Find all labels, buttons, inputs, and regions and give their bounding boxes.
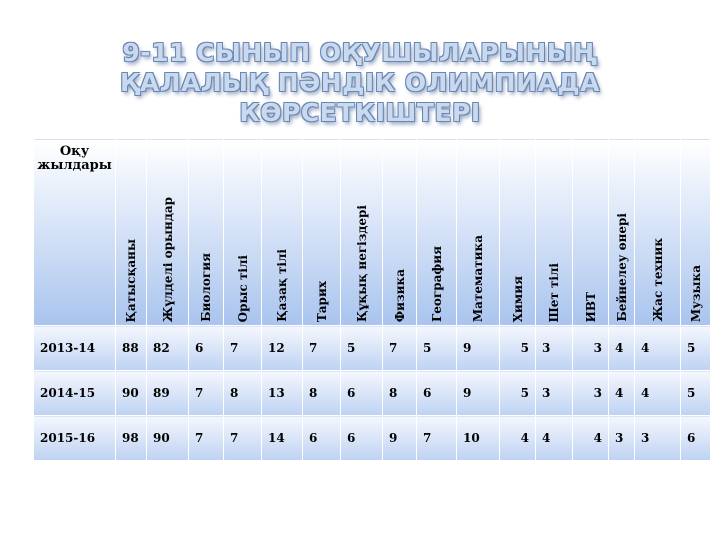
column-header: Биология [189,139,224,326]
table-cell: 4 [536,416,573,461]
year-cell: 2013-14 [34,326,116,371]
table-cell: 8 [224,371,262,416]
table-cell: 4 [609,371,635,416]
column-header: География [417,139,457,326]
column-header: Музыка [681,139,711,326]
table-cell: 14 [262,416,303,461]
corner-header: Оқу жылдары [34,139,116,326]
table-cell: 6 [341,371,383,416]
table-cell: 4 [635,326,681,371]
table-row [34,326,711,371]
table-cell: 6 [341,416,383,461]
column-header: Қазақ тілі [262,139,303,326]
table-cell: 6 [681,416,711,461]
table-cell: 3 [635,416,681,461]
column-header: Химия [500,139,536,326]
table-cell: 89 [147,371,189,416]
table-cell: 5 [681,371,711,416]
table-cell: 10 [457,416,500,461]
table-cell: 7 [303,326,341,371]
table-cell: 7 [224,416,262,461]
column-header: Қатысқаны [116,139,147,326]
table-cell: 5 [681,326,711,371]
column-header: Бейнелеу өнері [609,139,635,326]
table-cell: 8 [303,371,341,416]
table-cell: 8 [383,371,417,416]
table-cell: 7 [383,326,417,371]
table-cell: 9 [383,416,417,461]
page-title [0,38,720,128]
table-cell: 90 [116,371,147,416]
column-header: Құқық негіздері [341,139,383,326]
year-cell: 2014-15 [34,371,116,416]
table-cell: 6 [303,416,341,461]
column-header: Жас техник [635,139,681,326]
column-header: Физика [383,139,417,326]
table-cell: 7 [189,416,224,461]
table-cell: 88 [116,326,147,371]
table-cell: 7 [224,326,262,371]
table-cell: 3 [573,371,609,416]
table-cell: 98 [116,416,147,461]
column-header: Орыс тілі [224,139,262,326]
table-cell: 9 [457,326,500,371]
title-line-1: 9-11 СЫНЫП ОҚУШЫЛАРЫНЫҢ [122,38,598,67]
table-cell: 6 [417,371,457,416]
table-cell: 4 [609,326,635,371]
table-row [34,416,711,461]
table-cell: 5 [341,326,383,371]
table-cell: 82 [147,326,189,371]
table-cell: 13 [262,371,303,416]
table-cell: 6 [189,326,224,371]
table-cell: 9 [457,371,500,416]
table-cell: 7 [417,416,457,461]
column-header: ИВТ [573,139,609,326]
table-cell: 4 [573,416,609,461]
table-cell: 12 [262,326,303,371]
year-cell: 2015-16 [34,416,116,461]
olympiad-results-table [33,138,711,461]
column-header: Тарих [303,139,341,326]
table-cell: 5 [417,326,457,371]
table-cell: 90 [147,416,189,461]
table-cell: 4 [635,371,681,416]
table-cell: 3 [536,326,573,371]
column-header: Шет тілі [536,139,573,326]
table-row [34,371,711,416]
table-cell: 3 [536,371,573,416]
table-cell: 4 [500,416,536,461]
title-line-2: ҚАЛАЛЫҚ ПӘНДІК ОЛИМПИАДА КӨРСЕТКІШТЕРІ [120,68,600,127]
table-cell: 7 [189,371,224,416]
table-cell: 3 [609,416,635,461]
column-header: Жүлделі орындар [147,139,189,326]
table-cell: 5 [500,371,536,416]
header-row [34,139,711,326]
table-cell: 5 [500,326,536,371]
column-header: Математика [457,139,500,326]
table-cell: 3 [573,326,609,371]
